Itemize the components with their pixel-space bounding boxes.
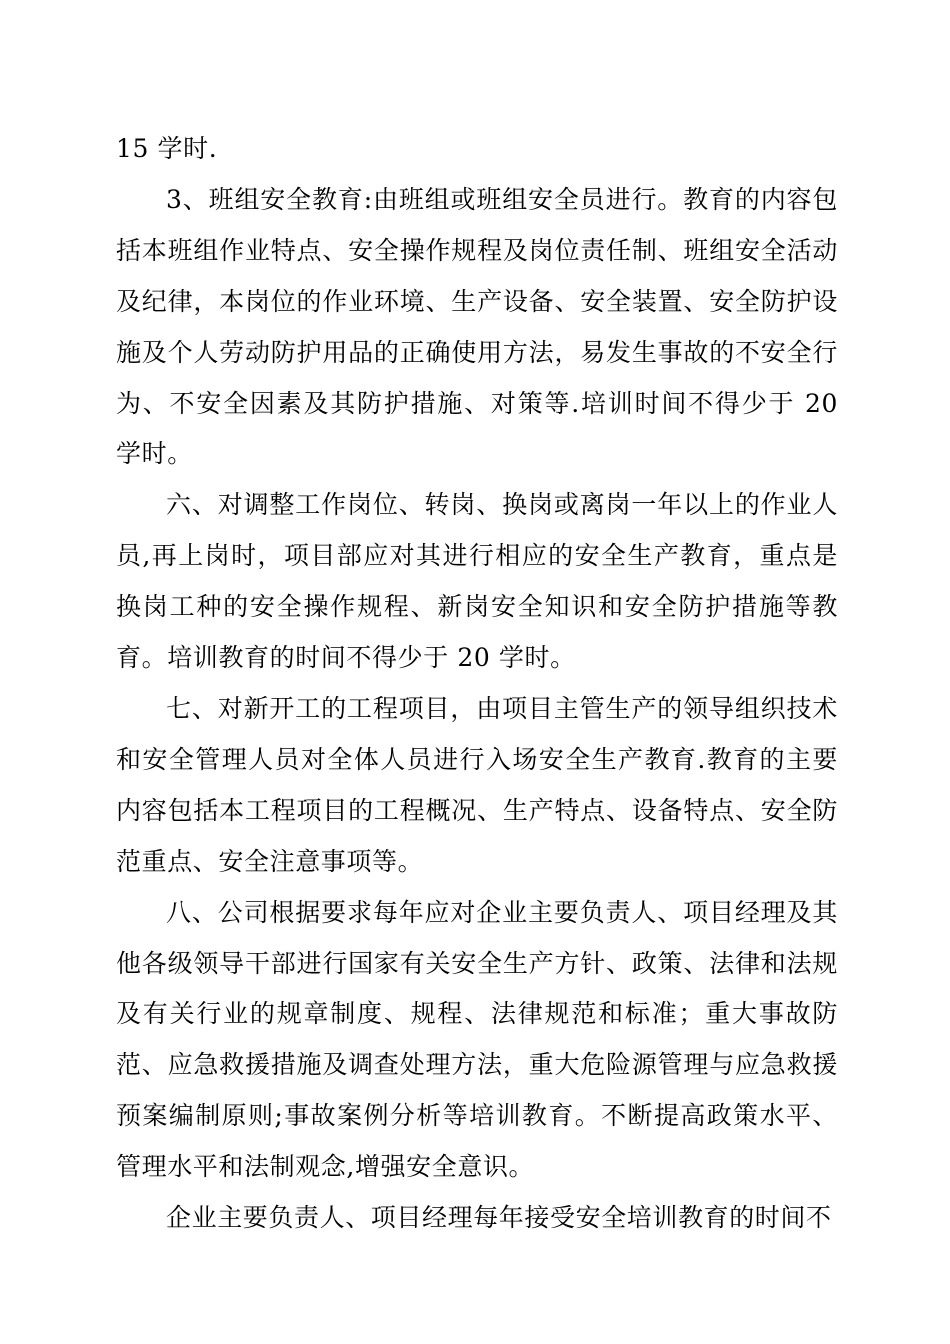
- paragraph-leadership-training: 八、公司根据要求每年应对企业主要负责人、项目经理及其他各级领导干部进行国家有关安全生产方针、政策、法律和法规及有关行业的规章制度、规程、法律规范和标准；重大事故防范、应急救援措施及调查处理方法，重大危险源管理与应急救援预案编制原则;事故案例分析等培训教育。不断提高政策水平、管理水平和法制观念,增强安全意识。: [116, 897, 838, 1182]
- paragraph-continuation: 15 学时.: [116, 134, 218, 163]
- paragraph-job-transfer-education: 六、对调整工作岗位、转岗、换岗或离岗一年以上的作业人员,再上岗时，项目部应对其进行相应的安全生产教育，重点是换岗工种的安全操作规程、新岗安全知识和安全防护措施等教育。培训教育的时间不得少于 20 学时。: [116, 490, 838, 673]
- paragraph-new-project-education: 七、对新开工的工程项目，由项目主管生产的领导组织技术和安全管理人员对全体人员进行入场安全生产教育.教育的主要内容包括本工程项目的工程概况、生产特点、设备特点、安全防范重点、安全注意事项等。: [116, 693, 838, 876]
- paragraph-team-safety-education: 3、班组安全教育:由班组或班组安全员进行。教育的内容包括本班组作业特点、安全操作规程及岗位责任制、班组安全活动及纪律，本岗位的作业环境、生产设备、安全装置、安全防护设施及个人劳动防护用品的正确使用方法，易发生事故的不安全行为、不安全因素及其防护措施、对策等.培训时间不得少于 20 学时。: [116, 184, 838, 469]
- paragraph-annual-training-time: 企业主要负责人、项目经理每年接受安全培训教育的时间不: [166, 1203, 832, 1233]
- document-body: [116, 124, 838, 1244]
